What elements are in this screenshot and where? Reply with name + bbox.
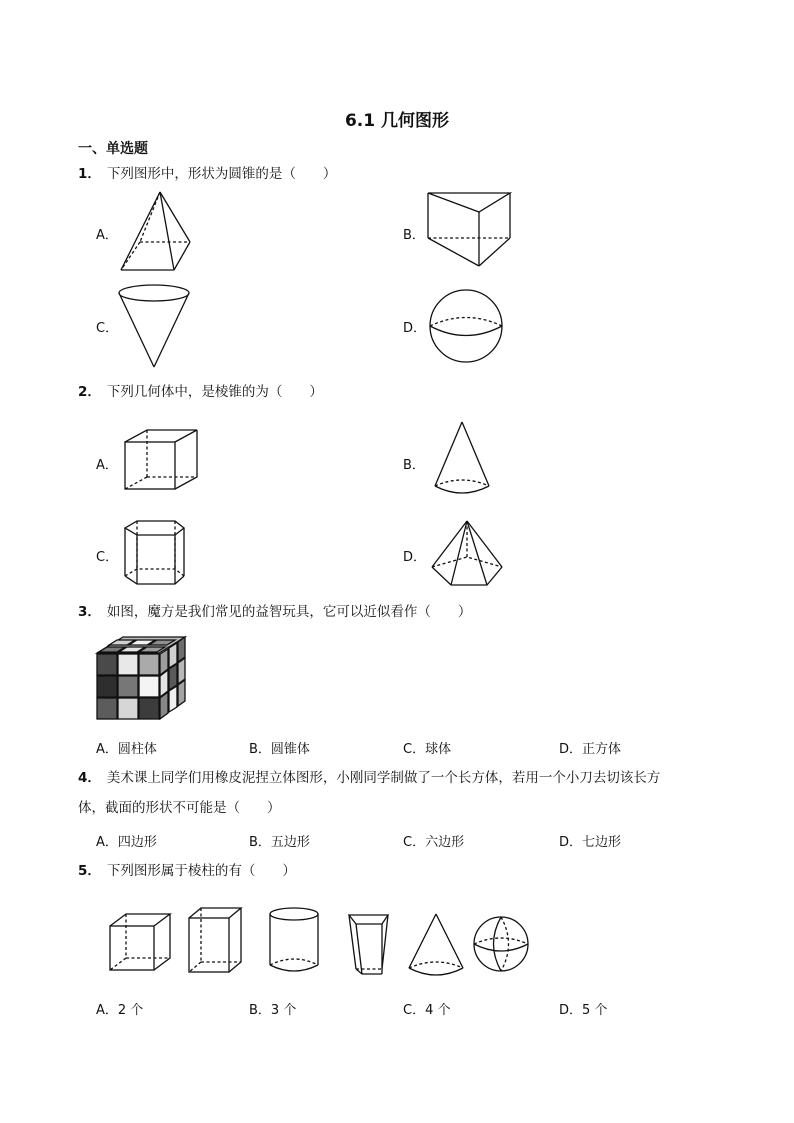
cone-figure [432, 420, 492, 498]
q3-option-b[interactable]: B．圆锥体 [249, 742, 310, 757]
question-5 [78, 862, 296, 880]
question-number: 4． [78, 770, 101, 786]
triangular-prism-figure [426, 190, 512, 270]
q1-option-d-label[interactable]: D． [403, 321, 427, 336]
question-text: 下列几何体中，是棱锥的为（ ） [106, 384, 323, 400]
q1-option-b-label[interactable]: B． [403, 228, 425, 243]
question-2 [78, 383, 323, 401]
cone-figure [406, 912, 466, 978]
q4-option-a[interactable]: A．四边形 [96, 835, 157, 850]
q3-option-a[interactable]: A．圆柱体 [96, 742, 157, 757]
section-heading: 一、单选题 [78, 141, 148, 157]
hexagonal-prism-figure [121, 518, 189, 588]
question-text: 如图，魔方是我们常见的益智玩具，它可以近似看作（ ） [106, 604, 472, 620]
cylinder-figure [268, 906, 322, 974]
question-4 [78, 769, 660, 787]
q5-option-d[interactable]: D．5 个 [559, 1003, 608, 1018]
q2-option-b-label[interactable]: B． [403, 458, 425, 473]
cuboid-figure [187, 906, 243, 974]
question-text: 美术课上同学们用橡皮泥捏立体图形，小刚同学制做了一个长方体，若用一个小刀去切该长方 [106, 770, 661, 786]
q2-option-d-label[interactable]: D． [403, 550, 427, 565]
q4-option-c[interactable]: C．六边形 [403, 835, 465, 850]
frustum-figure [346, 912, 392, 978]
q2-option-a-label[interactable]: A． [96, 458, 118, 473]
cube-figure [123, 428, 201, 492]
sphere-figure [426, 289, 506, 365]
question-number: 5． [78, 863, 101, 879]
q1-option-c-label[interactable]: C． [96, 321, 119, 336]
cube-figure [108, 912, 172, 974]
q5-option-b[interactable]: B．3 个 [249, 1003, 297, 1018]
q3-option-c[interactable]: C．球体 [403, 742, 452, 757]
question-text: 下列图形属于棱柱的有（ ） [106, 863, 296, 879]
question-number: 3． [78, 604, 101, 620]
question-text: 下列图形中，形状为圆锥的是（ ） [106, 166, 337, 182]
pentagonal-pyramid-figure [429, 519, 505, 589]
q4-option-b[interactable]: B．五边形 [249, 835, 310, 850]
q2-option-c-label[interactable]: C． [96, 550, 119, 565]
square-pyramid-figure [118, 190, 194, 274]
rubiks-cube-image [93, 631, 189, 727]
q3-option-d[interactable]: D．正方体 [559, 742, 622, 757]
q1-option-a-label[interactable]: A． [96, 228, 118, 243]
question-number: 2． [78, 384, 101, 400]
page-title: 6.1 几何图形 [344, 111, 450, 131]
q4-option-d[interactable]: D．七边形 [559, 835, 622, 850]
q5-option-c[interactable]: C．4 个 [403, 1003, 451, 1018]
question-1 [78, 165, 336, 183]
question-number: 1． [78, 166, 101, 182]
question-3 [78, 603, 471, 621]
sphere-figure [472, 914, 532, 974]
question-4-continued: 体，截面的形状不可能是（ ） [78, 800, 281, 816]
cone-figure [116, 283, 192, 371]
q5-option-a[interactable]: A．2 个 [96, 1003, 144, 1018]
